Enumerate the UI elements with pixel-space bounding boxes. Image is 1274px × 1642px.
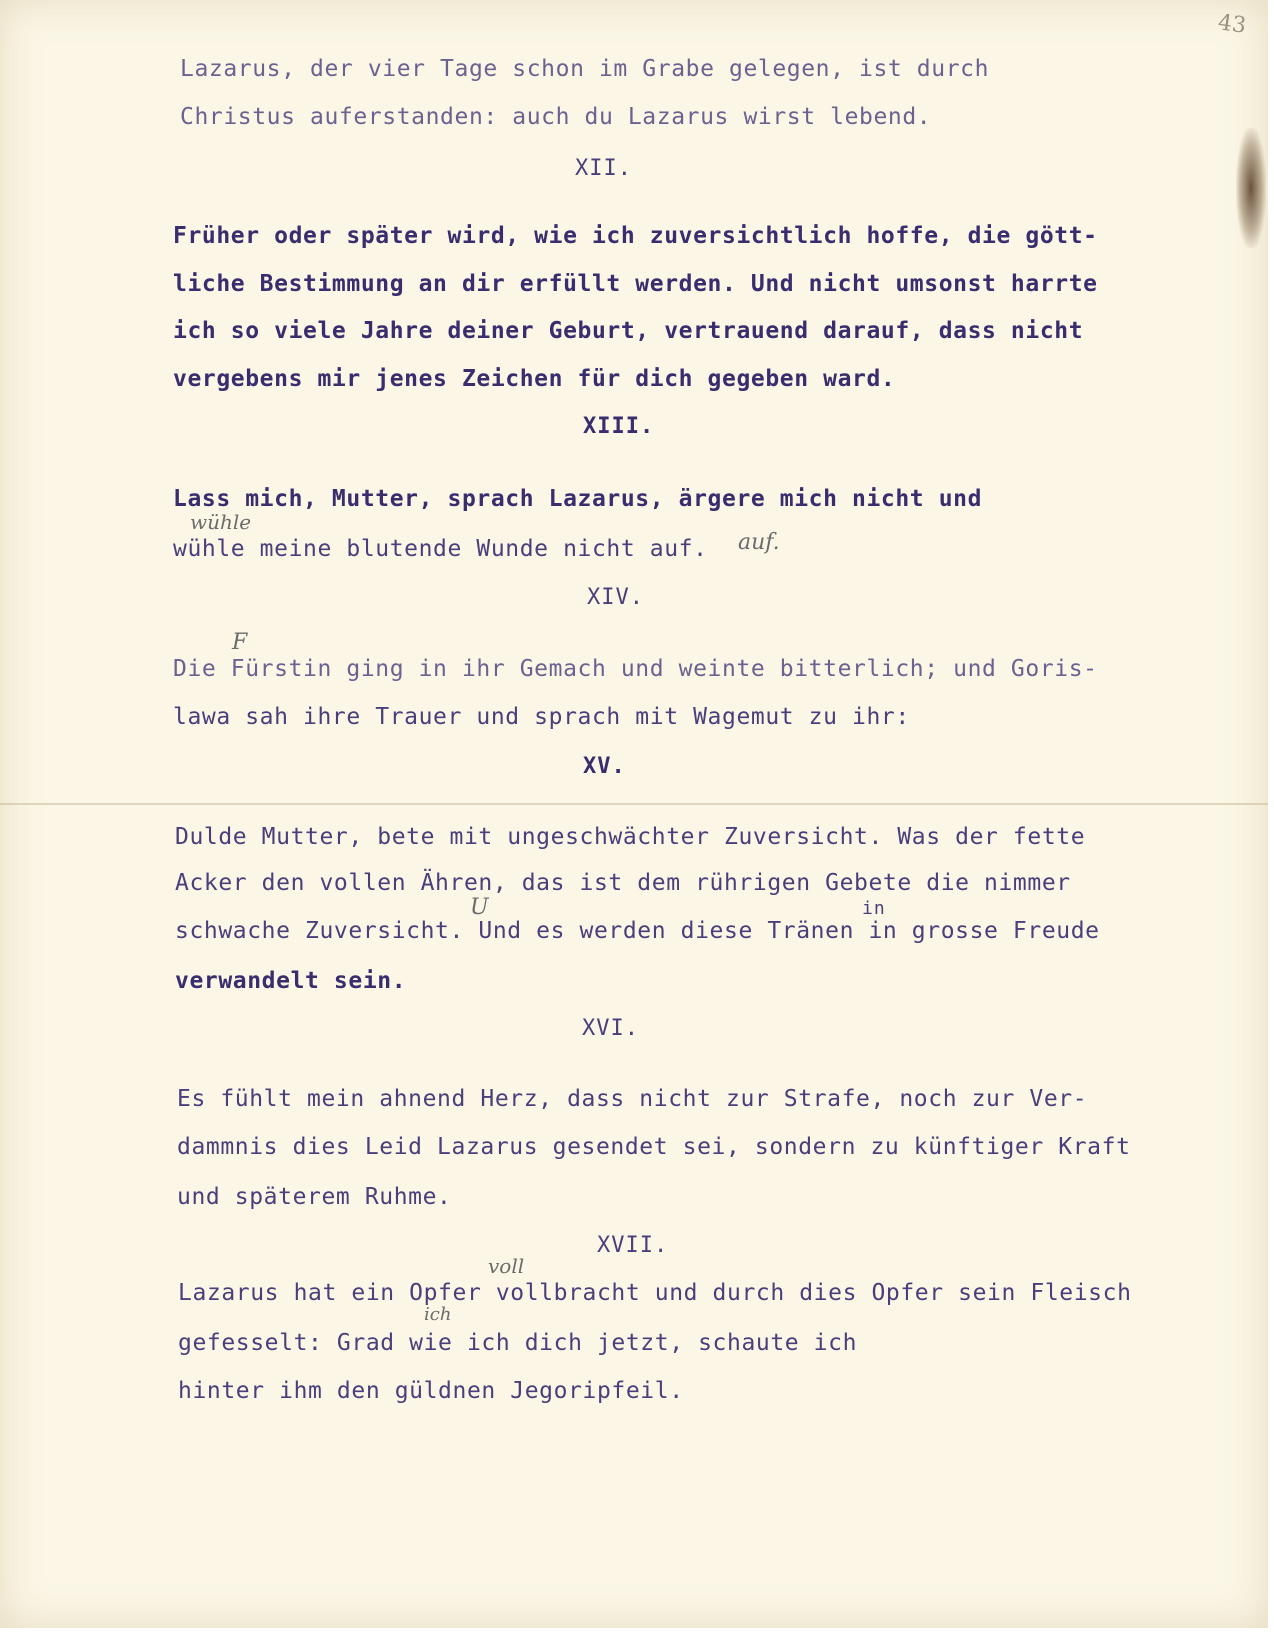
fold-line xyxy=(0,803,1268,805)
text-line: Lazarus, der vier Tage schon im Grabe gelegen, ist durch xyxy=(180,56,990,82)
text-line: vergebens mir jenes Zeichen für dich gegeben ward. xyxy=(173,366,896,392)
typed-insertion: in xyxy=(862,898,886,919)
text-line: Früher oder später wird, wie ich zuversichtlich hoffe, die gött- xyxy=(173,223,1098,249)
section-heading: XIV. xyxy=(587,585,644,610)
text-line: verwandelt sein. xyxy=(175,968,407,994)
section-heading: XV. xyxy=(583,754,626,779)
text-line: Lass mich, Mutter, sprach Lazarus, ärgere mich nicht und xyxy=(173,486,983,512)
handwritten-correction: auf. xyxy=(738,530,780,555)
text-line: Es fühlt mein ahnend Herz, dass nicht zur Strafe, noch zur Ver- xyxy=(177,1086,1088,1112)
handwritten-correction: voll xyxy=(488,1254,525,1278)
text-line: ich so viele Jahre deiner Geburt, vertrauend darauf, dass nicht xyxy=(173,318,1084,344)
section-heading: XVII. xyxy=(597,1233,669,1258)
text-line: gefesselt: Grad wie ich dich jetzt, schaute ich xyxy=(178,1330,858,1356)
text-line: wühle meine blutende Wunde nicht auf. xyxy=(173,536,708,562)
text-line: Dulde Mutter, bete mit ungeschwächter Zuversicht. Was der fette xyxy=(175,824,1086,850)
handwritten-correction: F xyxy=(232,630,248,655)
text-line: Die Fürstin ging in ihr Gemach und weinte bitterlich; und Goris- xyxy=(173,656,1098,682)
handwritten-correction: U xyxy=(470,895,489,920)
text-line: dammnis dies Leid Lazarus gesendet sei, sondern zu künftiger Kraft xyxy=(177,1134,1131,1160)
section-heading: XIII. xyxy=(583,414,655,439)
text-line: lawa sah ihre Trauer und sprach mit Wagemut zu ihr: xyxy=(173,704,910,730)
text-line: und späterem Ruhme. xyxy=(177,1184,452,1210)
section-heading: XVI. xyxy=(582,1016,639,1041)
section-heading: XII. xyxy=(575,156,632,181)
text-line: Lazarus hat ein Opfer vollbracht und durch dies Opfer sein Fleisch xyxy=(178,1280,1132,1306)
handwritten-correction: ich xyxy=(424,1304,452,1325)
text-line: hinter ihm den güldnen Jegoripfeil. xyxy=(178,1378,684,1404)
handwritten-correction: wühle xyxy=(190,510,252,534)
text-line: liche Bestimmung an dir erfüllt werden. Und nicht umsonst harrte xyxy=(173,271,1098,297)
text-line: Christus auferstanden: auch du Lazarus wirst lebend. xyxy=(180,104,932,130)
text-line: schwache Zuversicht. Und es werden diese Tränen in grosse Freude xyxy=(175,918,1100,944)
ink-stain xyxy=(1236,128,1266,248)
page-number: 43 xyxy=(1216,10,1248,39)
text-line: Acker den vollen Ähren, das ist dem rührigen Gebete die nimmer xyxy=(175,870,1071,896)
